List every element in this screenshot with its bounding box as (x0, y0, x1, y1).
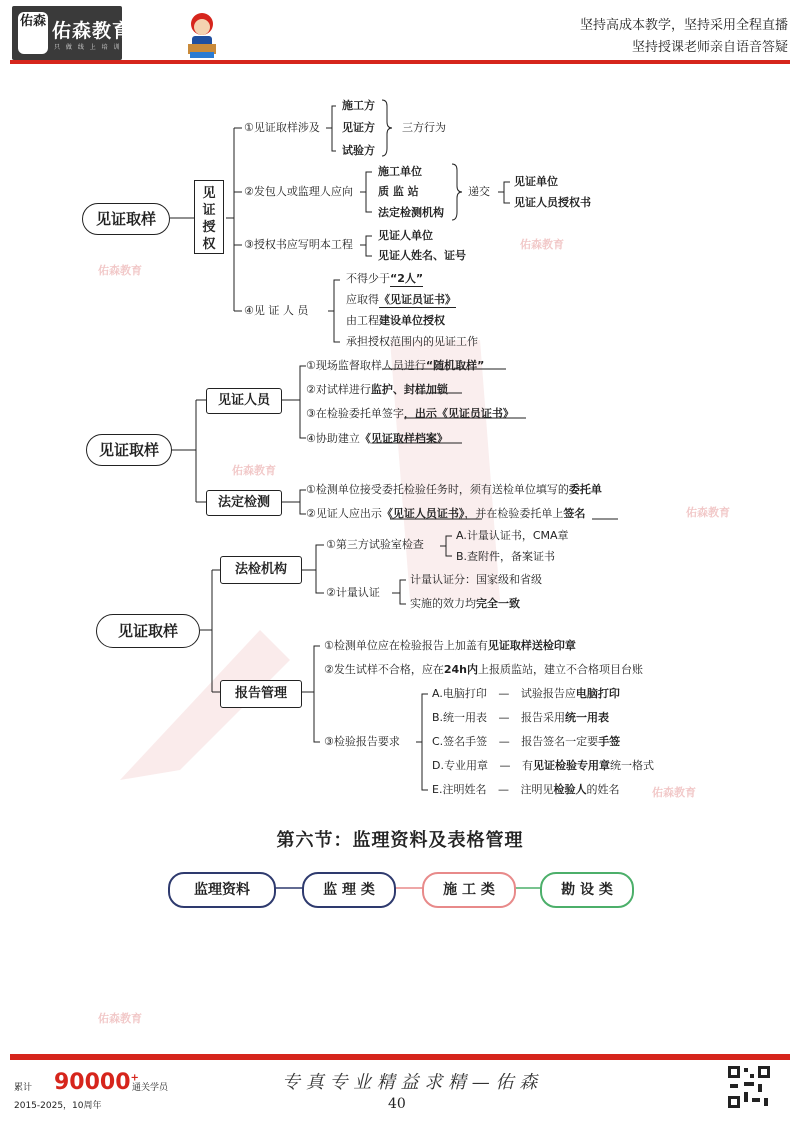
watermark: 佑森教育 (520, 238, 564, 251)
map1-b2-target: 见证人员授权书 (514, 196, 591, 209)
header-slogan-1: 坚持高成本教学，坚持采用全程直播 (579, 18, 788, 33)
map1-b2-verb: 递交 (468, 185, 490, 198)
map1-mid-node (194, 180, 224, 254)
section-title: 第六节：监理资料及表格管理 (276, 830, 524, 851)
map3-node-testing-agency: 法检机构 (220, 556, 302, 584)
report-requirement-row: A.电脑打印 — 试验报告应电脑打印 (432, 687, 620, 700)
map1-branch-4: ④见 证 人 员 (244, 304, 309, 317)
map1-branch-1: ①见证取样涉及 (244, 121, 320, 134)
footer-years: 2015-2025，10周年 (14, 1101, 102, 1111)
map1-b3-item: 见证人姓名、证号 (378, 249, 466, 262)
map3-n1-b1-item: A.计量认证书，CMA章 (456, 529, 569, 542)
map3-n2-line-1: ①检测单位应在检验报告上加盖有见证取样送检印章 (324, 639, 576, 652)
map1-b2-target: 见证单位 (514, 175, 558, 188)
pill-supervision-type: 监 理 类 (302, 872, 396, 908)
report-requirement-row: E.注明姓名 — 注明见检验人的姓名 (432, 783, 620, 796)
header-slogan-2: 坚持授课老师亲自语音答疑 (631, 40, 788, 55)
map2-n2-line-2: ②见证人应出示《见证人员证书》，并在检验委托单上签名 (306, 507, 586, 520)
map2-n2-line-1: ①检测单位接受委托检验任务时，须有送检单位填写的委托单 (306, 483, 602, 496)
map3-n2-branch-3: ③检验报告要求 (324, 735, 400, 748)
map3-n1-b1-item: B.查附件，备案证书 (456, 550, 556, 563)
watermark: 佑森教育 (98, 1012, 142, 1025)
watermark: 佑森教育 (686, 506, 730, 519)
map3-n1-branch-1: ①第三方试验室检查 (326, 538, 424, 551)
map3-root: 见证取样 (96, 614, 200, 648)
logo-name: 佑森教育 (52, 20, 133, 42)
watermark: 佑森教育 (232, 464, 276, 477)
map3-n1-b2-line-1: 计量认证分：国家级和省级 (410, 573, 542, 586)
map3-node-report-management: 报告管理 (220, 680, 302, 708)
page-number: 40 (388, 1096, 406, 1112)
map1-b2-item: 质 监 站 (378, 185, 419, 198)
logo-slogan: 只 做 线 上 培 训 (54, 44, 122, 51)
map1-b2-item: 施工单位 (378, 165, 422, 178)
map2-n1-item-2: ②对试样进行监护、封样加锁 (306, 383, 448, 396)
report-requirement-row: D.专业用章 — 有见证检验专用章统一格式 (432, 759, 654, 772)
map3-n2-line-2: ②发生试样不合格，应在24h内上报质监站，建立不合格项目台账 (324, 663, 644, 676)
map1-b1-item: 试验方 (342, 144, 375, 157)
footer-rule (10, 1054, 790, 1060)
map1-branch-3: ③授权书应写明本工程 (244, 238, 353, 251)
map1-b1-item: 施工方 (342, 99, 375, 112)
map3-n1-b2-line-2: 实施的效力均完全一致 (410, 597, 520, 610)
pill-supervision-docs: 监理资料 (168, 872, 276, 908)
map1-b4-line-4: 承担授权范围内的见证工作 (346, 335, 478, 348)
qr-code-icon (726, 1064, 772, 1110)
map1-b1-note: 三方行为 (402, 121, 446, 134)
map1-mid-label: 见证授权 (202, 186, 216, 252)
map2-n1-item-3: ③在检验委托单签字，出示《见证员证书》 (306, 407, 514, 420)
report-requirement-row: C.签名手签 — 报告签名一定要手签 (432, 735, 621, 748)
map1-b3-item: 见证人单位 (378, 229, 433, 242)
footer-handwriting: 专 真 专 业 精 益 求 精 — 佑 森 (282, 1072, 538, 1093)
map2-root: 见证取样 (86, 434, 172, 466)
map1-b2-item: 法定检测机构 (378, 206, 444, 219)
map2-node-legal-testing: 法定检测 (206, 490, 282, 516)
report-requirement-row: B.统一用表 — 报告采用统一用表 (432, 711, 610, 724)
footer-suffix: 通关学员 (132, 1083, 169, 1093)
map1-branch-2: ②发包人或监理人应向 (244, 185, 353, 198)
map1-root: 见证取样 (82, 203, 170, 235)
map2-n1-item-1: ①现场监督取样人员进行“随机取样” (306, 359, 485, 372)
map1-b1-item: 见证方 (342, 121, 375, 134)
footer-count: 90000+ (54, 1070, 139, 1095)
pill-construction-type: 施 工 类 (422, 872, 516, 908)
map2-n1-item-4: ④协助建立《见证取样档案》 (306, 432, 448, 445)
watermark: 佑森教育 (652, 786, 696, 799)
footer-prefix: 累计 (14, 1083, 33, 1093)
pill-survey-design-type: 勘 设 类 (540, 872, 634, 908)
map1-b4-line-1: 不得少于“2人” (346, 272, 424, 285)
watermark: 佑森教育 (98, 264, 142, 277)
logo-seal: 佑森 (18, 12, 48, 54)
map2-node-witness-staff: 见证人员 (206, 388, 282, 414)
map1-b4-line-2: 应取得《见证员证书》 (346, 293, 456, 306)
map1-b4-line-3: 由工程建设单位授权 (346, 314, 445, 327)
map3-n1-branch-2: ②计量认证 (326, 586, 380, 599)
